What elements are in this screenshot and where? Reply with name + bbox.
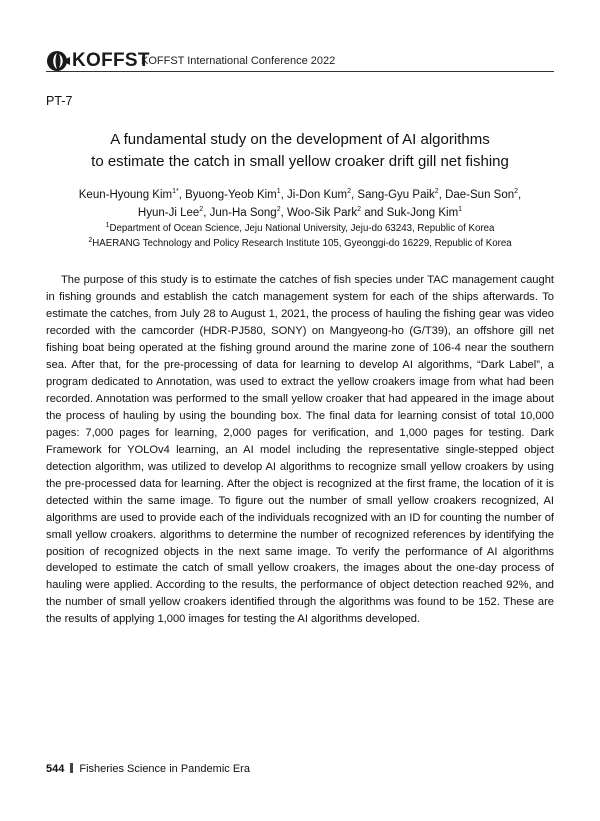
page-header xyxy=(46,49,554,73)
author-name: Ji-Don Kum xyxy=(287,189,348,201)
abstract xyxy=(46,272,554,628)
author-sup: 2 xyxy=(276,206,281,214)
koffst-logo-icon xyxy=(46,50,70,72)
author-sup: 2 xyxy=(357,206,361,214)
author-name: Byuong-Yeob Kim xyxy=(185,189,277,201)
koffst-logo-text: KOFFST xyxy=(72,50,150,71)
affiliation-text: HAERANG Technology and Policy Research Institute 105, Gyeonggi-do 16229, Republic of Korea xyxy=(92,238,512,249)
conference-title: KOFFST International Conference 2022 xyxy=(141,55,336,67)
author-sup: 2 xyxy=(434,188,439,196)
author-sup: 1 xyxy=(458,206,463,214)
author-line-1: Keun-Hyoung Kim$^{1*}$, Byuong-Yeob Kim$^1$, Ji-Don Kum$^2$, Sang-Gyu Paik$^2$, Dae-Sun Son$^2$, xyxy=(78,188,522,201)
author-name: Suk-Jong Kim xyxy=(386,207,459,219)
title-line-1: A fundamental study on the development of AI algorithms xyxy=(110,131,490,148)
author-name: Jun-Ha Song xyxy=(209,207,277,219)
affiliation-text: Department of Ocean Science, Jeju National University, Jeju-do 63243, Republic of Korea xyxy=(109,223,495,234)
author-sup: 2 xyxy=(199,206,204,214)
author-name: Sang-Gyu Paik xyxy=(357,189,435,201)
page-footer xyxy=(46,763,250,775)
affiliation-2 xyxy=(46,236,554,251)
affiliation-1 xyxy=(46,221,554,236)
author-sup: 1* xyxy=(172,188,179,196)
author-name: Dae-Sun Son xyxy=(445,189,515,201)
abstract-paragraph: The purpose of this study is to estimate the catches of fish species under TAC management caught in fishing grounds and establish the catch management system for each of the ships afterwards. To estimate the catches, from July 28 to August 1, 2021, the process of hauling the fishing gear was video recorded with the camcorder (HDR-PJ580, SONY) on Mangyeong-ho (G/T39), an offshore gill net fishing boat being operated at the fishing ground around the marine zone of 106-4 near the southern sea. After that, for the pre-processing of data for learning to develop AI algorithms, “Dark Label”, a program dedicated to Annotation, was used to extract the yellow croakers image from what had been recorded. Annotation was performed to the small yellow croaker that had appeared in the image about the process of hauling by using the bounding box. The final data for learning consist of total 10,000 pages: 7,000 pages for learning, 2,000 pages for verification, and 1,000 pages for testing. Dark Framework for YOLOv4 learning, an AI model including the representative single-stepped object detection algorithm, was utilized to develop AI algorithms to recognize small yellow croakers by using the pre-processed data for learning. After the object is recognized at the first frame, the location of it is detected within the same image. To figure out the number of small yellow croakers recognized, AI algorithms are used to provide each of the individuals recognized with an ID for counting the number of small yellow croakers. algorithms to determine the number of recognized references by identifying the position of recognized objects in the next same image. To verify the performance of AI algorithms developed to estimate the catch of small yellow croakers, the images about the one-day process of hauling were applied. According to the results, the performance of object detection reached 92%, and the number of small yellow croakers identified through the algorithms was found to be 152. These are the results of applying 1,000 images for testing the AI algorithms developed. xyxy=(46,274,554,626)
author-name: Keun-Hyoung Kim xyxy=(78,189,173,201)
header-rule xyxy=(46,71,554,72)
affiliation-sup: 1 xyxy=(105,221,110,229)
author-line-2: Hyun-Ji Lee$^2$, Jun-Ha Song$^2$, Woo-Sik Park$^2$ and Suk-Jong Kim$^1$ xyxy=(137,206,463,219)
affiliation-sup: 2 xyxy=(88,236,93,244)
title-line-2: to estimate the catch in small yellow croaker drift gill net fishing xyxy=(91,153,509,170)
author-sup: 2 xyxy=(347,188,352,196)
affiliation-list xyxy=(46,221,554,251)
author-sup: 2 xyxy=(514,188,519,196)
author-name: Hyun-Ji Lee xyxy=(137,207,200,219)
author-sup: 1 xyxy=(276,188,281,196)
publication-title: Fisheries Science in Pandemic Era xyxy=(79,763,250,775)
footer-separator xyxy=(70,763,73,773)
paper-title xyxy=(46,129,554,173)
author-list xyxy=(46,186,554,222)
paper-code: PT-7 xyxy=(46,94,73,108)
author-name: Woo-Sik Park xyxy=(287,207,358,219)
page-number: 544 xyxy=(46,763,65,775)
